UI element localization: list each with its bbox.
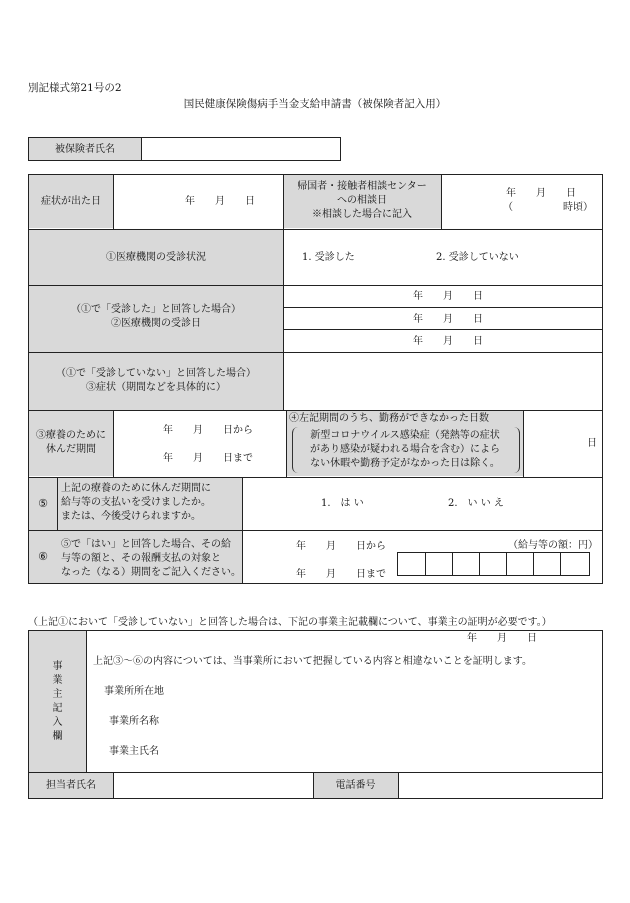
- q6-to-date[interactable]: 年 月 日まで: [296, 569, 386, 580]
- q6-question-3: なった（なる）期間をご記入ください。: [61, 567, 241, 578]
- consult-label-3: ※相談した場合に記入: [312, 209, 412, 220]
- q6-question-2: 与等の額と、その報酬支払の対象と: [61, 553, 221, 564]
- symptom-date[interactable]: 年 月 日: [185, 196, 255, 207]
- q4-days-unit: 日: [587, 438, 597, 449]
- owner-name-label: 事業主氏名: [109, 746, 159, 757]
- consult-label-1: 帰国者・接触者相談センター: [297, 181, 427, 192]
- contact-name-label: 担当者氏名: [46, 780, 96, 791]
- insured-name-field[interactable]: [141, 137, 341, 161]
- insured-name-label-cell: [28, 137, 142, 161]
- q5-question-1: 上記の療養のために休んだ期間に: [61, 483, 211, 494]
- q5-option-yes[interactable]: 1. は い: [321, 498, 364, 509]
- form-code: 別記様式第21号の2: [28, 82, 122, 94]
- employer-section-label-text: 事 業 主 記 入 欄: [52, 661, 63, 742]
- q6-amount-boxes[interactable]: [397, 552, 590, 576]
- q1-label: ①医療機関の受診状況: [106, 252, 206, 263]
- q5-option-no[interactable]: 2. い い え: [448, 498, 504, 509]
- form-title: 国民健康保険傷病手当金支給申請書（被保険者記入用）: [183, 98, 447, 110]
- q4-to-date[interactable]: 年 月 日まで: [163, 453, 253, 464]
- office-address-label: 事業所所在地: [104, 686, 164, 697]
- q4-days-title: ④左記期間のうち、勤務ができなかった日数: [289, 413, 489, 424]
- q5-number: ⑤: [38, 497, 48, 510]
- q4-from-date[interactable]: 年 月 日から: [163, 425, 253, 436]
- q4-note-3: ない休暇や勤務予定がなかった日は除く。: [310, 458, 500, 469]
- employer-note: （上記①において「受診していない」と回答した場合は、下記の事業主記載欄について、事業主の証明が必要です。）: [28, 617, 552, 628]
- phone-label: 電話番号: [335, 780, 376, 791]
- insured-name-label: 被保険者氏名: [55, 144, 115, 155]
- q4-label-2: 休んだ期間: [46, 444, 96, 455]
- q3-label-1: （①で「受診していない」と回答した場合）: [56, 368, 256, 379]
- q5-question-2: 給与等の支払いを受けましたか。: [61, 497, 211, 508]
- q2-date-2[interactable]: 年 月 日: [413, 314, 483, 325]
- q2-label-1: （①で「受診した」と回答した場合）: [71, 304, 241, 315]
- q6-amount-label: （給与等の額：円）: [508, 540, 598, 551]
- q2-label-2: ②医療機関の受診日: [111, 318, 201, 329]
- q4-note-1: 新型コロナウイルス感染症（発熱等の症状: [310, 430, 500, 441]
- phone-field[interactable]: [399, 773, 602, 798]
- q6-number: ⑥: [38, 550, 48, 563]
- symptom-label: 症状が出た日: [41, 196, 101, 207]
- employer-date[interactable]: 年 月 日: [467, 633, 537, 644]
- q2-date-1[interactable]: 年 月 日: [413, 291, 483, 302]
- q3-label-2: ③症状（期間などを具体的に）: [86, 382, 226, 393]
- consult-time[interactable]: （ 時頃）: [503, 202, 593, 213]
- q1-option-2[interactable]: 2. 受診していない: [436, 252, 519, 263]
- q5-question-3: または、今後受けられますか。: [61, 511, 201, 522]
- q4-label-1: ③療養のために: [36, 430, 106, 441]
- employer-certify-text: 上記③～⑥の内容については、当事業所において把握している内容と相違ないことを証明します。: [93, 656, 532, 667]
- q1-option-1[interactable]: 1. 受診した: [302, 252, 355, 263]
- q2-date-3[interactable]: 年 月 日: [413, 336, 483, 347]
- q3-symptom-field[interactable]: [284, 353, 602, 410]
- contact-name-field[interactable]: [114, 773, 312, 798]
- office-name-label: 事業所名称: [109, 716, 159, 727]
- consult-date[interactable]: 年 月 日: [506, 188, 576, 199]
- consult-label-2: への相談日: [337, 195, 387, 206]
- employer-section-label: [29, 660, 86, 744]
- q6-question-1: ⑤で「はい」と回答した場合、その給: [61, 539, 231, 550]
- q4-note-2: があり感染が疑われる場合を含む）によら: [310, 444, 500, 455]
- q6-from-date[interactable]: 年 月 日から: [296, 541, 386, 552]
